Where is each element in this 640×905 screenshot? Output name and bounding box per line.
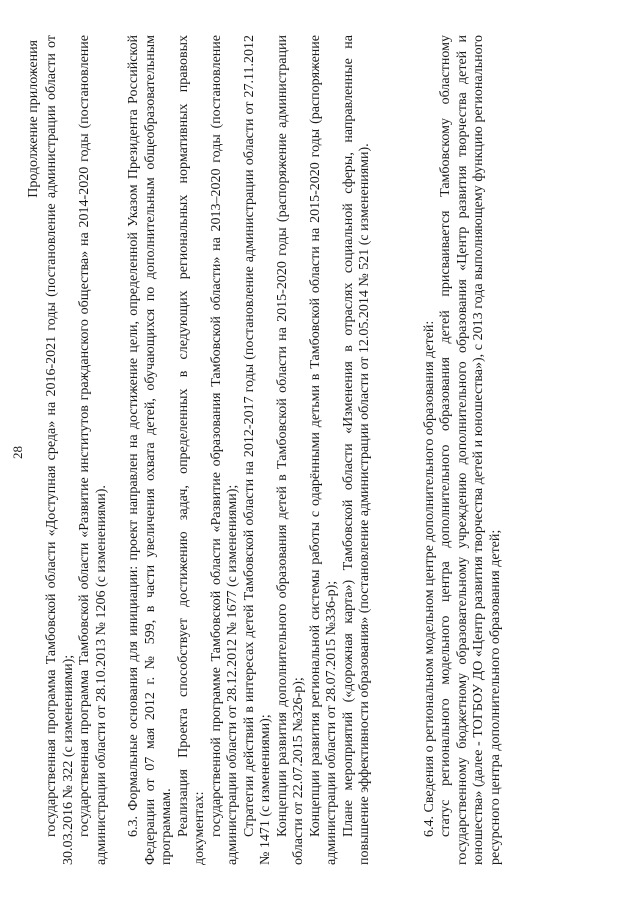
- paragraph-project-tasks: Реализация Проекта способствует достижению задач, определенных в следующих региональных нормативных правовых документах:: [175, 35, 207, 865]
- paragraph-section-6-4: 6.4. Сведения о региональном модельном центре дополнительного образования детей:: [421, 320, 437, 837]
- continuation-label: Продолжение приложения: [26, 40, 41, 198]
- document-body: [44, 35, 504, 865]
- paragraph-concept-additional-education: Концепции развития дополнительного образования детей в Тамбовской области на 2015-2020 годы (распоряжение администрации области от 22.07.2015 №326-р);: [274, 35, 306, 865]
- page-number: 28: [10, 446, 25, 459]
- paragraph-program-civil-society: государственная программа Тамбовской области «Развитие институтов гражданского общества» на 2014-2020 годы (постановление администрации области от 28.10.2013 № 1206 (с изменениями).: [77, 35, 109, 865]
- paragraph-strategy-children: Стратегии действий в интересах детей Тамбовской области на 2012-2017 годы (постановление администрации области от 27.11.2012 № 1471 (с изменениями);: [241, 35, 273, 865]
- paragraph-roadmap: Плане мероприятий («дорожная карта») Тамбовской области «Изменения в отраслях социальной сферы, направленные на повышение эффективности образования» (постановление администрации области от 12.05.2014 № 521 (с изменениями).: [340, 35, 372, 865]
- paragraph-concept-gifted-children: Концепции развития региональной системы работы с одарёнными детьми в Тамбовской области на 2015-2020 годы (распоряжение администрации области от 28.07.2015 №336-р);: [307, 35, 339, 865]
- paragraph-section-6-3: 6.3. Формальные основания для инициации: проект направлен на достижение цели, определенной Указом Президента Российской Федерации от 07 мая 2012 г. № 599, в части увеличения охвата детей, обучающихся по дополнительным общеобразовательным программам.: [126, 35, 174, 865]
- paragraph-model-center-status: статус регионального модельного центра дополнительного образования детей присваивается Тамбовскому областному государственному бюджетному образовательному учреждению дополнительного образования «Центр развития творчества детей и юношества» (далее - ТОГБОУ ДО «Центр развития творчества детей и юношества»), с 2013 года выполняющему функцию регионального ресурсного центра дополнительного образования детей;: [438, 35, 503, 865]
- paragraph-program-education: государственной программе Тамбовской области «Развитие образования Тамбовской области» на 2013–2020 годы (постановление администрации области от 28.12.2012 № 1677 (с изменениями);: [208, 35, 240, 865]
- paragraph-program-accessible-env: государственная программа Тамбовской области «Доступная среда» на 2016-2021 годы (постановление администрации области от 30.03.2016 № 322 (с изменениями);: [44, 35, 76, 865]
